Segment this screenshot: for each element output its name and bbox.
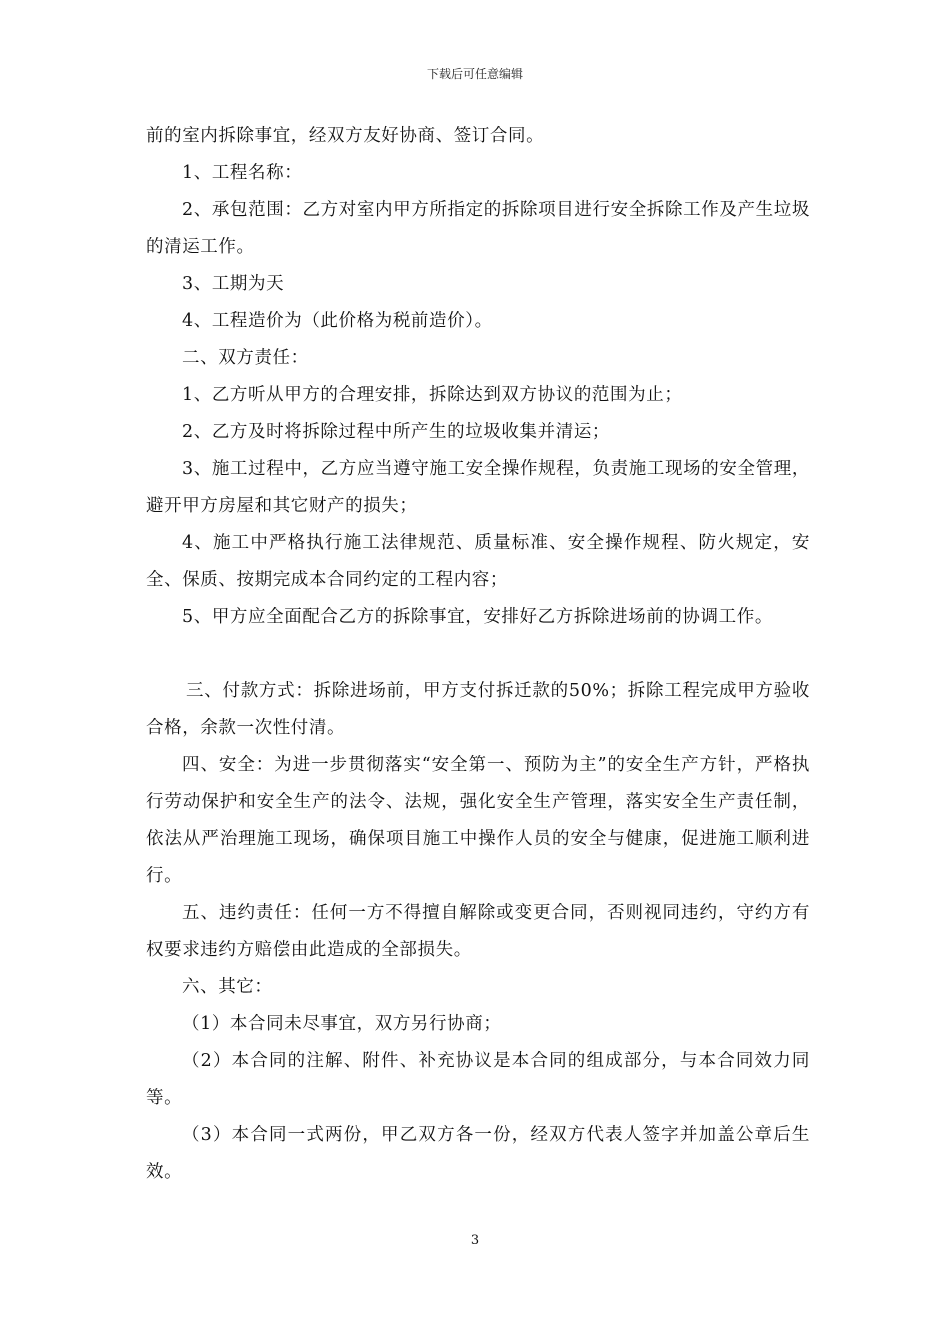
clause-duration: 3、工期为天	[182, 274, 285, 294]
section-breach-liability: 五、违约责任：任何一方不得擅自解除或变更合同，否则视同违约，守约方有权要求违约方赔偿由此造成的全部损失。	[146, 903, 810, 960]
paragraph-preamble-end: 前的室内拆除事宜，经双方友好协商、签订合同。	[146, 126, 545, 146]
clause-project-cost: 4、工程造价为（此价格为税前造价）。	[182, 311, 493, 331]
section-payment: 三、付款方式：拆除进场前，甲方支付拆迁款的50%；拆除工程完成甲方验收合格，余款一次性付清。	[146, 681, 810, 738]
responsibility-item-5: 5、甲方应全面配合乙方的拆除事宜，安排好乙方拆除进场前的协调工作。	[182, 607, 773, 627]
other-item-1: （1）本合同未尽事宜，双方另行协商；	[182, 1014, 502, 1034]
clause-project-name: 1、工程名称：	[182, 163, 303, 183]
page-number: 3	[470, 1233, 480, 1248]
section-heading-other: 六、其它：	[182, 977, 273, 997]
page-header: 下载后可任意编辑	[426, 67, 523, 81]
responsibility-item-3: 3、施工过程中，乙方应当遵守施工安全操作规程，负责施工现场的安全管理，避开甲方房屋和其它财产的损失；	[146, 459, 810, 516]
responsibility-item-4: 4、施工中严格执行施工法律规范、质量标准、安全操作规程、防火规定，安全、保质、按期完成本合同约定的工程内容；	[146, 533, 810, 590]
clause-contract-scope: 2、承包范围：乙方对室内甲方所指定的拆除项目进行安全拆除工作及产生垃圾的清运工作。	[146, 200, 810, 257]
contract-body	[146, 118, 810, 1191]
other-item-2: （2）本合同的注解、附件、补充协议是本合同的组成部分，与本合同效力同等。	[146, 1051, 810, 1108]
responsibility-item-2: 2、乙方及时将拆除过程中所产生的垃圾收集并清运；	[182, 422, 611, 442]
responsibility-item-1: 1、乙方听从甲方的合理安排，拆除达到双方协议的范围为止；	[182, 385, 683, 405]
section-heading-responsibilities: 二、双方责任：	[182, 348, 309, 368]
other-item-3: （3）本合同一式两份，甲乙双方各一份，经双方代表人签字并加盖公章后生效。	[146, 1125, 810, 1182]
section-safety: 四、安全：为进一步贯彻落实“安全第一、预防为主”的安全生产方针，严格执行劳动保护和安全生产的法令、法规，强化安全生产管理，落实安全生产责任制，依法从严治理施工现场，确保项目施工中操作人员的安全与健康，促进施工顺利进行。	[146, 755, 810, 886]
